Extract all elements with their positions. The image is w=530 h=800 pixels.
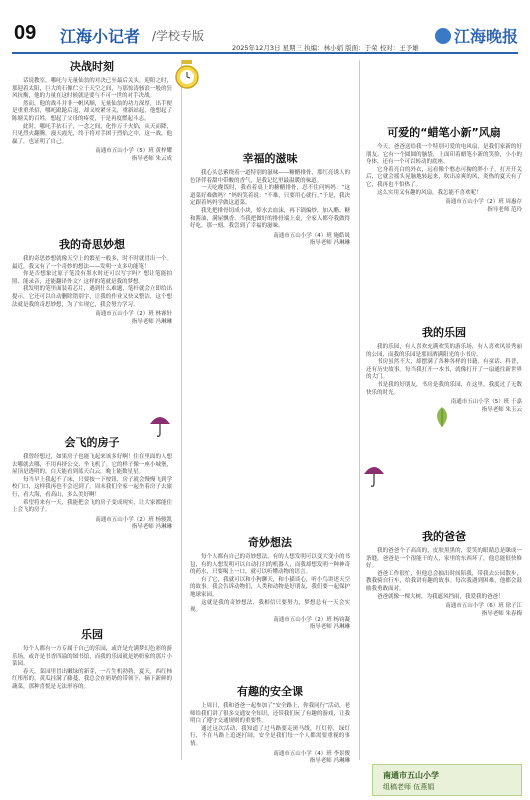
article-title: 可爱的“蜡笔小新”风扇 — [387, 126, 501, 139]
newspaper-brand — [435, 24, 518, 47]
article-teacher: 指导老师 朱云成 — [131, 155, 172, 162]
article — [12, 436, 172, 532]
article-body — [366, 344, 522, 397]
article-paragraph: 上周日，我和爸爸一起参加了“安全路上，你我同行”活动，老师给我们讲了很多交通安全知识，还带我们玩了有趣的游戏，让我明白了遵守交通规则的重要性。 — [190, 703, 350, 725]
article-body — [190, 703, 350, 749]
article-paragraph: 这么实用又有趣的风扇，我怎能不喜欢呢！ — [377, 189, 482, 196]
article-paragraph: 书房虽然不大，却摆满了各种各样的书籍，有童话、科普，还有历史故事。每当我打开一本书，就像打开了一扇通往新世界的大门。 — [366, 359, 522, 381]
article-title: 有趣的安全课 — [237, 685, 303, 698]
article-paragraph: 然而，他的战斗并非一帆风顺，无量仙翁的功力深厚，出手便是重重杀招，哪吒踉跄后退，却又咬紧牙关，重新站起，他想起了陈塘关的百姓，想起了父母的疼爱，于是再度燃起斗志。 — [12, 100, 172, 122]
article-author: 南通市五山小学（4）班 李景俊 — [273, 750, 350, 757]
article-title: 我的爸爸 — [422, 530, 466, 543]
article-paragraph: 我曾经想过，如果房子也能飞起来该多好啊！住在里面的人想去哪就去哪，不用再挤公交、坐飞机了。它的样子像一座小城堡，屋顶是透明的，白天能看到蓝天白云，晚上能数星星。 — [12, 454, 172, 476]
page-number: 09 — [14, 22, 37, 44]
article-body — [12, 256, 172, 309]
article-body — [366, 548, 522, 601]
article-author: 南通市五山小学（2）班 杨骏凯 — [95, 516, 172, 523]
article — [190, 536, 350, 632]
issue-meta: 2025年12月3日 星期三 执编：林小娟 版面：于荣 校对：王予雄 — [232, 44, 419, 52]
article-paragraph: 你是否想象过原子笔没有墨水时还可以写字吗？想让笔能拍照、能录音，还能翻译外文？这样的笔就是我的梦想。 — [12, 271, 172, 285]
article-paragraph: 我的奇思妙想就像天空上的繁星一般多，时不时就冒出一个。最近，我又有了一个奇妙的想法——发明一支多功能笔！ — [12, 256, 172, 270]
clock-icon — [174, 60, 200, 90]
article-author: 南通市五山小学（2）班 林睿轩 — [95, 311, 172, 318]
article — [12, 238, 172, 326]
article-title: 会飞的房子 — [64, 436, 120, 449]
article-teacher: 指导老师 冯琳琳 — [309, 758, 350, 765]
column-divider — [359, 60, 360, 760]
article-teacher: 指导老师 冯琳琳 — [131, 318, 172, 325]
article-paragraph: 我的乐园，有人喜欢充满欢笑的游乐场，有人喜欢风景秀丽的公园，而我的乐园是那间洒满阳光的小书房。 — [366, 344, 522, 358]
article-paragraph: 我先把排骨切成小块，焯水去血沫，再下锅煸炒，加入醋、糖和酱油，满屋飘香。当我把做好的排骨端上桌，全家人都夸我做得好吃，那一刻，我尝到了幸福的滋味。 — [190, 207, 350, 230]
article-paragraph: 这就是我的奇妙想法，我相信只要努力，梦想总有一天会实现。 — [190, 599, 350, 614]
contributor-box — [372, 764, 522, 796]
article-paragraph: 有了它，我就可以和小狗聊天，和小猫谈心，听小鸟讲述天空的故事。我会告诉动物们，人类和动物是好朋友，我们要一起保护地球家园。 — [190, 576, 350, 598]
article-paragraph: 话说教室，哪吒与无量仙翁的对决已至最后关头。迎阳之时，那迎着太阳，巨大的石像伫立于天空之间，与那惊涛骇浪一般的狂风抗衡，他的力量在这时候就是要与不可一世的对手决战。 — [12, 78, 172, 100]
article-paragraph: 希望将来有一天，我能把会飞的房子变成现实，让大家都能住上会飞的房子。 — [12, 499, 172, 514]
article — [190, 152, 350, 248]
umbrella-icon — [362, 462, 386, 488]
article-body — [190, 554, 350, 615]
article-paragraph: 此时，哪吒手拈石子，一念之间，化作万千火焰，从天而降，只见烈火翻腾，漫天霞光，终于将对手困于烈焰之中，这一战，他赢了，也证明了自己。 — [12, 123, 172, 145]
section-subtitle: /学校专版 — [152, 29, 205, 43]
article-body — [366, 144, 522, 197]
brand-name: 江海晚报 — [453, 27, 518, 46]
article-title: 奇妙想法 — [248, 536, 292, 549]
article-title: 乐园 — [81, 628, 103, 641]
article-paragraph: 它身着亮白的外衣，远看像个憨态可掬的胖小子，打开开关后，它就会摇头晃脑地转起来，吹出凉爽的风，炎热的夏天有了它，我再也不怕热了。 — [366, 166, 522, 188]
header-rule — [12, 52, 518, 54]
section-title: 江海小记者 — [60, 27, 141, 46]
article-teacher: 指导老师 朱春梅 — [481, 610, 522, 617]
article-teacher: 指导老师 冯琳琳 — [131, 524, 172, 531]
article-paragraph: 春天，菜园里冒出嫩绿的新芽，一片生机勃勃，夏天，西红柿红彤彤的，黄瓜挂满了藤蔓，我总会在奶奶的带领下，摘下新鲜的蔬菜，那种喜悦是无法形容的。 — [12, 668, 172, 690]
article-body — [12, 646, 172, 692]
article — [366, 326, 522, 414]
article-title: 我的奇思妙想 — [59, 238, 125, 251]
article-author: 南通市五山小学（2）班 周惠存 — [445, 199, 522, 206]
article-teacher: 指导老师 冯琳琳 — [309, 240, 350, 247]
article-paragraph: 每当早上我起不了床，只要按一下按钮，房子就会慢慢飞到学校门口，这样我再也不会迟到了。周末我们全家一起坐着房子去旅行，看大海，看高山，多么美好啊！ — [12, 476, 172, 498]
article-body — [12, 454, 172, 515]
article-paragraph: 我心头总萦绕着一道特别的滋味——糖醋排骨，那红亮诱人的色泽伴着甜中带酸的香气，是我记忆里最温暖的味道。 — [190, 170, 350, 184]
umbrella-icon — [148, 412, 172, 438]
article-paragraph: 今天，爸爸送给我一个特别可爱的电风扇，是我们家新的好朋友。它有一个圆圆的脑袋，上面印着蜡笔小新的笑脸，小小的身体，还有一个可以转动的底座。 — [366, 144, 522, 166]
contributor-teacher: 组稿老师 伍燕娟 — [383, 783, 435, 791]
article-paragraph: 一天吃晚饭时，我看着桌上的糖醋排骨，忍不住问妈妈：“这道菜好难做吗？”妈妈笑着说：“不难，只要用心就行。”于是，我决定跟着妈妈学做这道菜。 — [190, 185, 350, 207]
article-teacher: 指导老师 朱玉云 — [481, 406, 522, 413]
article-author: 南通市五山小学（4）班 施皓晟 — [273, 232, 350, 239]
masthead — [0, 0, 530, 52]
brand-logo-icon — [435, 28, 451, 44]
article — [366, 126, 522, 214]
article — [12, 628, 172, 692]
article-title: 我的乐园 — [422, 326, 466, 339]
article-teacher: 指导老师 范玲 — [487, 206, 522, 213]
column-divider — [181, 60, 182, 760]
article — [190, 685, 350, 766]
article-title: 决战时刻 — [70, 60, 114, 73]
article-body — [12, 78, 172, 146]
article-author: 南通市五山小学（2）班 杨钧凝 — [273, 616, 350, 623]
article-paragraph: 我的爸爸个子高高的，皮肤黑黑的，爱笑的眼睛总是眯成一条缝。爸爸是一个很能干的人，家里的东西坏了，他总能很快修好。 — [366, 548, 522, 570]
article-paragraph: 爸爸就像一棵大树，为我遮风挡雨，我爱我的爸爸！ — [377, 593, 504, 600]
article — [366, 530, 522, 618]
article-paragraph: 我发明的笔里面装着芯片，遇到什么难题，笔杆就会立即给出提示，它还可以自动删除错别字，让我的作业又快又整洁，这个想法就是我的奇思妙想，为了实现它，我会努力学习。 — [12, 286, 172, 308]
article-paragraph: 爸爸工作很忙，但他总会抽出时间陪我，带我去公园散步，教我骑自行车，给我讲有趣的故事。每次我遇到困难，他都会鼓励我勇敢面对。 — [366, 570, 522, 592]
article-body — [190, 170, 350, 231]
article-author: 南通市五山小学（5）班 黄梓耀 — [95, 148, 172, 155]
article-title: 幸福的滋味 — [242, 152, 298, 165]
article — [12, 60, 172, 164]
article-paragraph: 通过这次活动，我知道了过马路要走斑马线，红灯停，绿灯行，不在马路上追逐打闹，安全是我们每一个人都需要重视的事情。 — [190, 725, 350, 747]
article-author: 南通市五山小学（5）班 于嘉 — [450, 399, 522, 406]
article-author: 南通市五山小学（6）班 徐子江 — [445, 603, 522, 610]
article-paragraph: 每个人都有自己的奇妙想法，有的人想发明可以变大变小的书包，有的人想发明可以自动打扫的机器人，而我却想发明一种神奇的药水，只要喝上一口，就可以听懂动物的语言。 — [190, 554, 350, 576]
article-teacher: 指导老师 冯琳琳 — [309, 624, 350, 631]
article-paragraph: 书是我的好朋友，书房是我的乐园，在这里，我度过了无数快乐的时光。 — [366, 381, 522, 396]
contributor-school: 南通市五山小学 — [383, 771, 439, 780]
article-paragraph: 每个人都有一方专属于自己的乐园，或许是充满梦幻色彩的游乐场，或许是书香四溢的图书馆，而我的乐园就是奶奶家的那片小菜园。 — [12, 646, 172, 668]
